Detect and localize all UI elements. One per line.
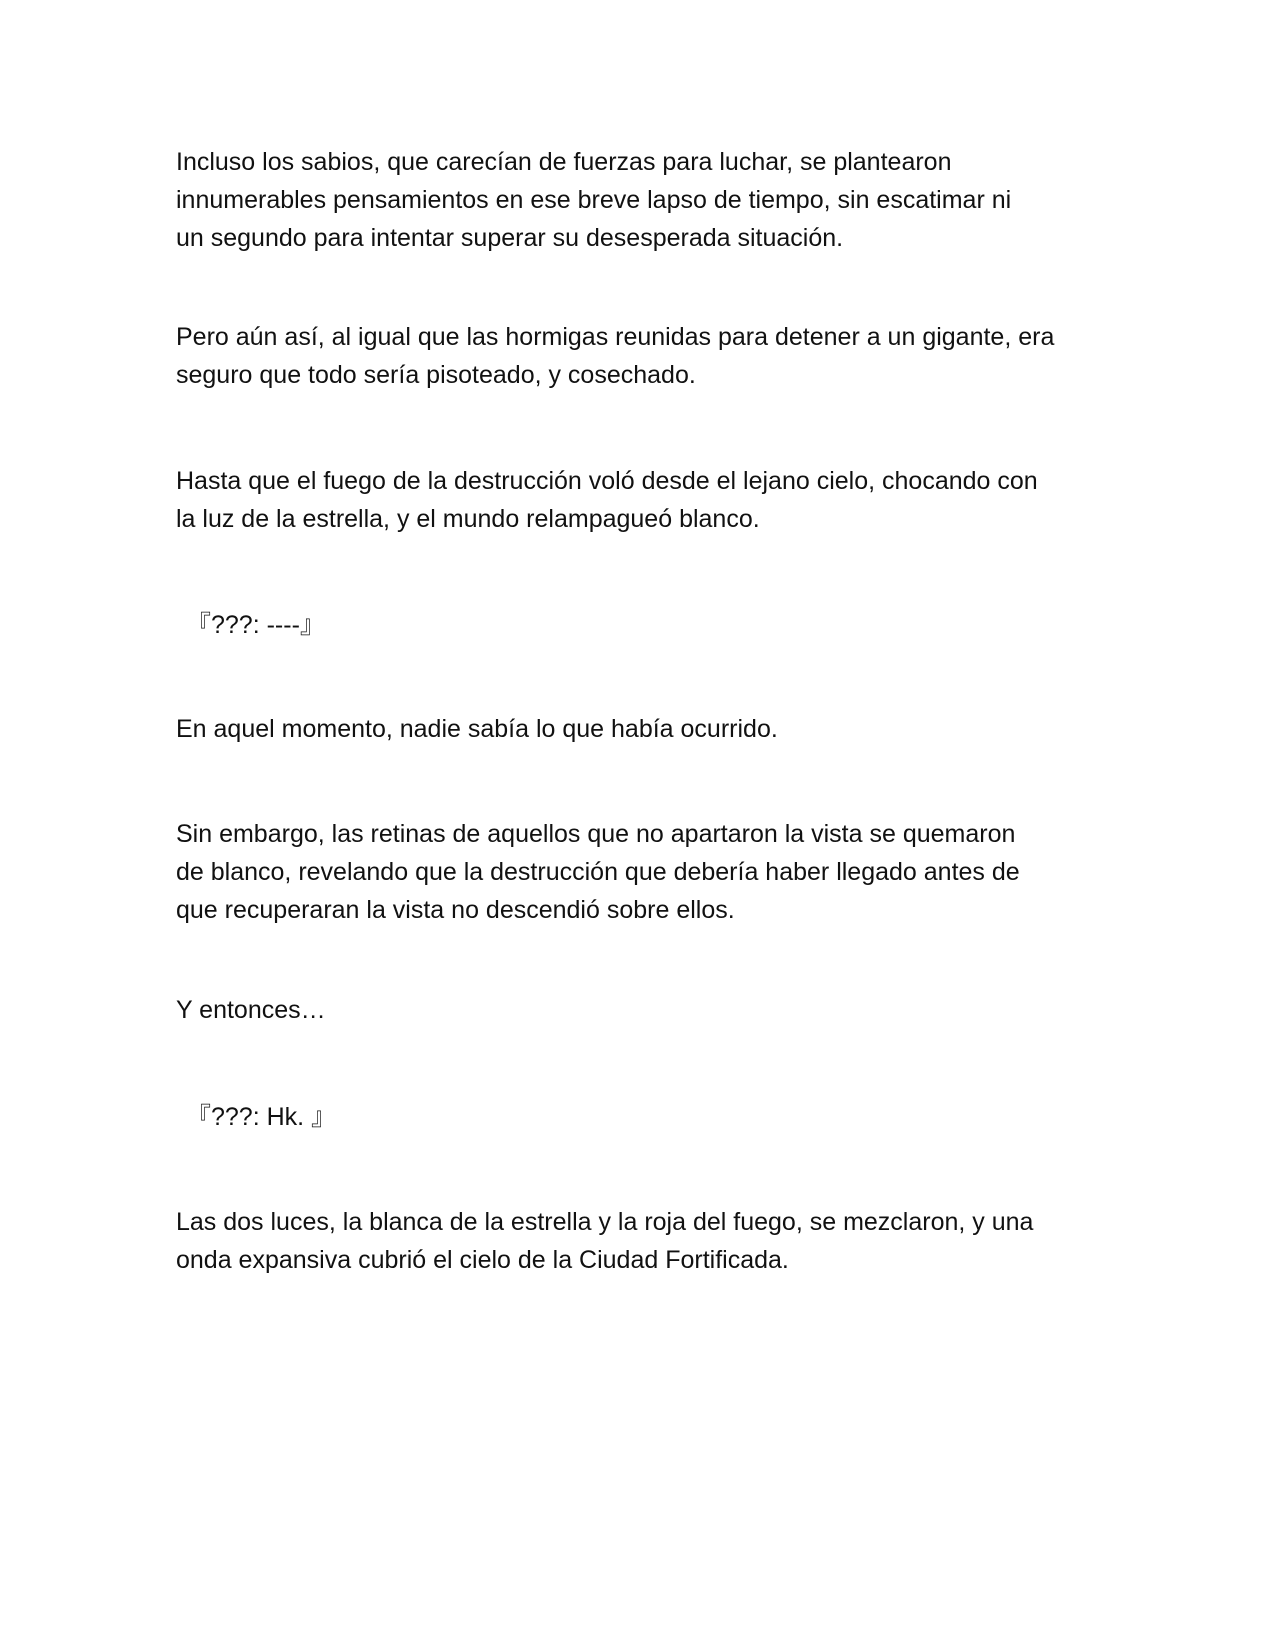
paragraph-entonces xyxy=(176,991,326,1029)
paragraph-sabios xyxy=(176,143,1011,257)
text-line: Y entonces… xyxy=(176,996,326,1024)
text-line: 『???: Hk. 』 xyxy=(186,1103,337,1131)
dialogue-line-2 xyxy=(186,1098,336,1136)
paragraph-luces xyxy=(176,1203,1033,1279)
paragraph-fuego xyxy=(176,462,1038,538)
text-line: onda expansiva cubrió el cielo de la Ciudad Fortificada. xyxy=(176,1246,789,1274)
text-line: que recuperaran la vista no descendió sobre ellos. xyxy=(176,896,735,924)
paragraph-momento xyxy=(176,710,778,748)
text-line: Pero aún así, al igual que las hormigas reunidas para detener a un gigante, era xyxy=(176,323,1055,351)
text-line: Hasta que el fuego de la destrucción voló desde el lejano cielo, chocando con xyxy=(176,467,1038,495)
text-line: Sin embargo, las retinas de aquellos que no apartaron la vista se quemaron xyxy=(176,820,1016,848)
dialogue-line-1 xyxy=(186,606,325,644)
text-line: 『???: ----』 xyxy=(186,611,325,639)
text-line: Incluso los sabios, que carecían de fuerzas para luchar, se plantearon xyxy=(176,148,952,176)
text-line: seguro que todo sería pisoteado, y cosechado. xyxy=(176,361,696,389)
text-line: un segundo para intentar superar su desesperada situación. xyxy=(176,224,844,252)
text-line: Las dos luces, la blanca de la estrella y la roja del fuego, se mezclaron, y una xyxy=(176,1208,1034,1236)
text-line: de blanco, revelando que la destrucción que debería haber llegado antes de xyxy=(176,858,1020,886)
text-line: innumerables pensamientos en ese breve lapso de tiempo, sin escatimar ni xyxy=(176,186,1012,214)
text-line: En aquel momento, nadie sabía lo que había ocurrido. xyxy=(176,715,778,743)
text-line: la luz de la estrella, y el mundo relampagueó blanco. xyxy=(176,505,760,533)
paragraph-retinas xyxy=(176,815,1020,929)
paragraph-hormigas xyxy=(176,318,1054,394)
